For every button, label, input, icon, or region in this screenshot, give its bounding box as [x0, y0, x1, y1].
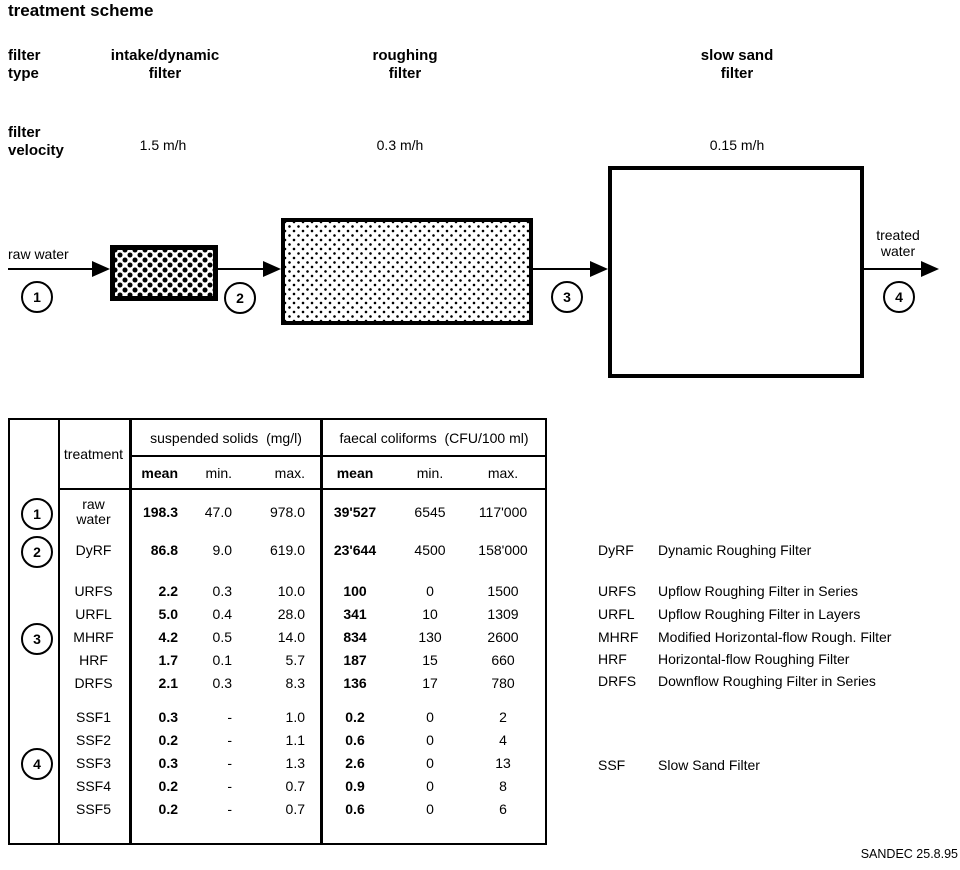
legend-abbr: DyRF	[598, 542, 634, 558]
fc-max-cell: 1500	[487, 583, 519, 599]
ss-min-cell: 47.0	[204, 504, 232, 520]
fc-mean-cell: 100	[343, 583, 367, 599]
fc-max-cell: 158'000	[478, 542, 528, 558]
ss-min-cell: 0.3	[212, 675, 232, 691]
arrow-right-icon	[590, 261, 608, 277]
fc-mean-cell: 39'527	[333, 504, 377, 520]
ss-mean-cell: 86.8	[150, 542, 178, 558]
legend-label: Dynamic Roughing Filter	[658, 542, 812, 558]
subheader-fc-min: min.	[416, 464, 444, 481]
table-row	[10, 729, 545, 751]
legend-item-drfs	[598, 672, 876, 690]
ss-max-cell: 28.0	[277, 606, 305, 622]
legend-item-ssf	[598, 756, 760, 774]
fc-mean-cell: 187	[343, 652, 367, 668]
legend-label: Downflow Roughing Filter in Series	[658, 673, 876, 689]
table-marker-4: 4	[21, 748, 53, 780]
ss-min-cell: -	[227, 801, 232, 817]
table-row	[10, 626, 545, 648]
treatment-cell: SSF3	[75, 755, 111, 771]
sample-point-marker-3: 3	[551, 281, 583, 313]
ss-min-cell: 0.4	[212, 606, 232, 622]
sample-point-marker-1: 1	[21, 281, 53, 313]
table-marker-1: 1	[21, 498, 53, 530]
fc-max-cell: 660	[491, 652, 515, 668]
fc-min-cell: 17	[422, 675, 438, 691]
ss-max-cell: 1.1	[285, 732, 305, 748]
filter-velocity-line2: velocity	[8, 142, 64, 159]
fc-min-cell: 0	[426, 801, 434, 817]
ss-min-cell: -	[227, 778, 232, 794]
fc-max-cell: 117'000	[478, 504, 528, 520]
treatment-cell: SSF2	[75, 732, 111, 748]
subheader-ss-max: max.	[274, 464, 305, 481]
ss-max-cell: 1.3	[285, 755, 305, 771]
treatment-cell: URFS	[74, 583, 113, 599]
velocity-slow-sand: 0.15 m/h	[709, 137, 765, 153]
velocity-intake-dynamic: 1.5 m/h	[139, 137, 187, 153]
fc-max-cell: 6	[499, 801, 507, 817]
filter-type-line2: type	[8, 65, 39, 82]
arrow-right-icon	[92, 261, 110, 277]
table-row	[10, 532, 545, 568]
arrow-right-icon	[921, 261, 939, 277]
table-row	[10, 706, 545, 728]
ss-mean-cell: 0.2	[158, 801, 178, 817]
table-row	[10, 752, 545, 774]
legend-label: Slow Sand Filter	[658, 757, 760, 773]
ss-mean-cell: 198.3	[142, 504, 178, 520]
ss-min-cell: 0.1	[212, 652, 232, 668]
ss-max-cell: 619.0	[269, 542, 305, 558]
treatment-cell: raw water	[76, 496, 111, 527]
fc-mean-cell: 23'644	[333, 542, 377, 558]
fc-max-cell: 1309	[487, 606, 519, 622]
ss-min-cell: 0.3	[212, 583, 232, 599]
ss-max-cell: 5.7	[285, 652, 305, 668]
column-header-treatment: treatment	[63, 446, 124, 462]
ss-mean-cell: 0.2	[158, 778, 178, 794]
fc-min-cell: 0	[426, 583, 434, 599]
ss-mean-cell: 1.7	[158, 652, 178, 668]
table-row	[10, 580, 545, 602]
ss-max-cell: 14.0	[277, 629, 305, 645]
arrow-right-icon	[263, 261, 281, 277]
legend-item-mhrf	[598, 628, 891, 646]
legend-label: Modified Horizontal-flow Rough. Filter	[658, 629, 892, 645]
ss-min-cell: -	[227, 755, 232, 771]
fc-min-cell: 130	[418, 629, 442, 645]
fc-mean-cell: 0.6	[345, 801, 365, 817]
fc-max-cell: 8	[499, 778, 507, 794]
flow-line-3	[533, 268, 590, 270]
stage-name-intake-dynamic-filter: intake/dynamic filter	[110, 47, 220, 82]
fc-mean-cell: 834	[343, 629, 367, 645]
subheader-fc-max: max.	[487, 464, 519, 481]
ss-mean-cell: 2.1	[158, 675, 178, 691]
ss-mean-cell: 2.2	[158, 583, 178, 599]
column-group-faecal-coliforms: faecal coliforms (CFU/100 ml)	[339, 429, 529, 446]
ss-min-cell: 9.0	[212, 542, 232, 558]
filter-velocity-line1: filter	[8, 124, 41, 141]
legend-item-urfl	[598, 605, 860, 623]
fc-mean-cell: 341	[343, 606, 367, 622]
fc-max-cell: 4	[499, 732, 507, 748]
fc-max-cell: 13	[495, 755, 511, 771]
sample-point-marker-4: 4	[883, 281, 915, 313]
raw-water-label: raw water	[8, 246, 69, 262]
table-marker-2: 2	[21, 536, 53, 568]
fc-mean-cell: 136	[343, 675, 367, 691]
flow-line-2	[218, 268, 264, 270]
slow-sand-filter-box	[608, 166, 864, 378]
filter-velocity-label	[8, 124, 64, 160]
fc-min-cell: 0	[426, 755, 434, 771]
ss-max-cell: 8.3	[285, 675, 305, 691]
ss-max-cell: 1.0	[285, 709, 305, 725]
legend-abbr: URFL	[598, 606, 635, 622]
fc-min-cell: 4500	[414, 542, 446, 558]
filter-type-line1: filter	[8, 47, 41, 64]
treatment-cell: MHRF	[73, 629, 114, 645]
ss-mean-cell: 0.3	[158, 755, 178, 771]
table-row	[10, 775, 545, 797]
fc-mean-cell: 0.9	[345, 778, 365, 794]
legend-abbr: SSF	[598, 757, 626, 773]
flow-line-1	[8, 268, 92, 270]
treatment-cell: SSF1	[75, 709, 111, 725]
legend-abbr: DRFS	[598, 673, 637, 689]
legend-label: Horizontal-flow Roughing Filter	[658, 651, 850, 667]
legend-item-dyrf	[598, 541, 811, 559]
subheader-fc-mean: mean	[336, 464, 374, 481]
table-header-bottomline	[58, 488, 545, 490]
fc-min-cell: 6545	[414, 504, 446, 520]
roughing-filter-box	[281, 218, 533, 325]
table-row	[10, 494, 545, 530]
flow-line-4	[863, 268, 922, 270]
fc-mean-cell: 0.6	[345, 732, 365, 748]
legend-label: Upflow Roughing Filter in Layers	[658, 606, 861, 622]
ss-mean-cell: 4.2	[158, 629, 178, 645]
ss-max-cell: 978.0	[269, 504, 305, 520]
table-marker-3: 3	[21, 623, 53, 655]
ss-min-cell: 0.5	[212, 629, 232, 645]
intake-dynamic-filter-box	[110, 245, 218, 301]
treatment-cell: DyRF	[75, 542, 112, 558]
results-table	[8, 418, 547, 845]
legend-abbr: MHRF	[598, 629, 639, 645]
legend-abbr: HRF	[598, 651, 627, 667]
subheader-ss-mean: mean	[141, 464, 178, 481]
sample-point-marker-2: 2	[224, 282, 256, 314]
treatment-cell: SSF4	[75, 778, 111, 794]
table-row	[10, 672, 545, 694]
velocity-roughing: 0.3 m/h	[376, 137, 424, 153]
fc-max-cell: 2	[499, 709, 507, 725]
legend-label: Upflow Roughing Filter in Series	[658, 583, 858, 599]
filter-type-label	[8, 47, 41, 83]
ss-mean-cell: 0.2	[158, 732, 178, 748]
fc-min-cell: 0	[426, 778, 434, 794]
fc-max-cell: 780	[491, 675, 515, 691]
ss-min-cell: -	[227, 732, 232, 748]
treatment-cell: DRFS	[74, 675, 113, 691]
fc-min-cell: 0	[426, 732, 434, 748]
fc-mean-cell: 2.6	[345, 755, 365, 771]
ss-min-cell: -	[227, 709, 232, 725]
source-credit: SANDEC 25.8.95	[860, 847, 958, 861]
treatment-cell: SSF5	[75, 801, 111, 817]
subheader-ss-min: min.	[205, 464, 232, 481]
ss-max-cell: 10.0	[277, 583, 305, 599]
treated-water-label: treated water	[876, 227, 920, 259]
legend-abbr: URFS	[598, 583, 637, 599]
fc-min-cell: 15	[422, 652, 438, 668]
fc-min-cell: 10	[422, 606, 438, 622]
ss-mean-cell: 5.0	[158, 606, 178, 622]
table-row	[10, 798, 545, 820]
ss-mean-cell: 0.3	[158, 709, 178, 725]
fc-max-cell: 2600	[487, 629, 519, 645]
fc-mean-cell: 0.2	[345, 709, 365, 725]
column-group-suspended-solids: suspended solids (mg/l)	[150, 429, 302, 446]
table-row	[10, 649, 545, 671]
legend-item-hrf	[598, 650, 849, 668]
table-subheader-row	[10, 457, 545, 488]
stage-name-slow-sand-filter: slow sand filter	[700, 47, 774, 82]
page-title: treatment scheme	[8, 1, 154, 20]
treatment-cell: HRF	[79, 652, 108, 668]
fc-min-cell: 0	[426, 709, 434, 725]
legend-item-urfs	[598, 582, 858, 600]
table-row	[10, 603, 545, 625]
stage-name-roughing-filter: roughing filter	[372, 47, 438, 82]
ss-max-cell: 0.7	[285, 778, 305, 794]
ss-max-cell: 0.7	[285, 801, 305, 817]
treatment-cell: URFL	[75, 606, 112, 622]
